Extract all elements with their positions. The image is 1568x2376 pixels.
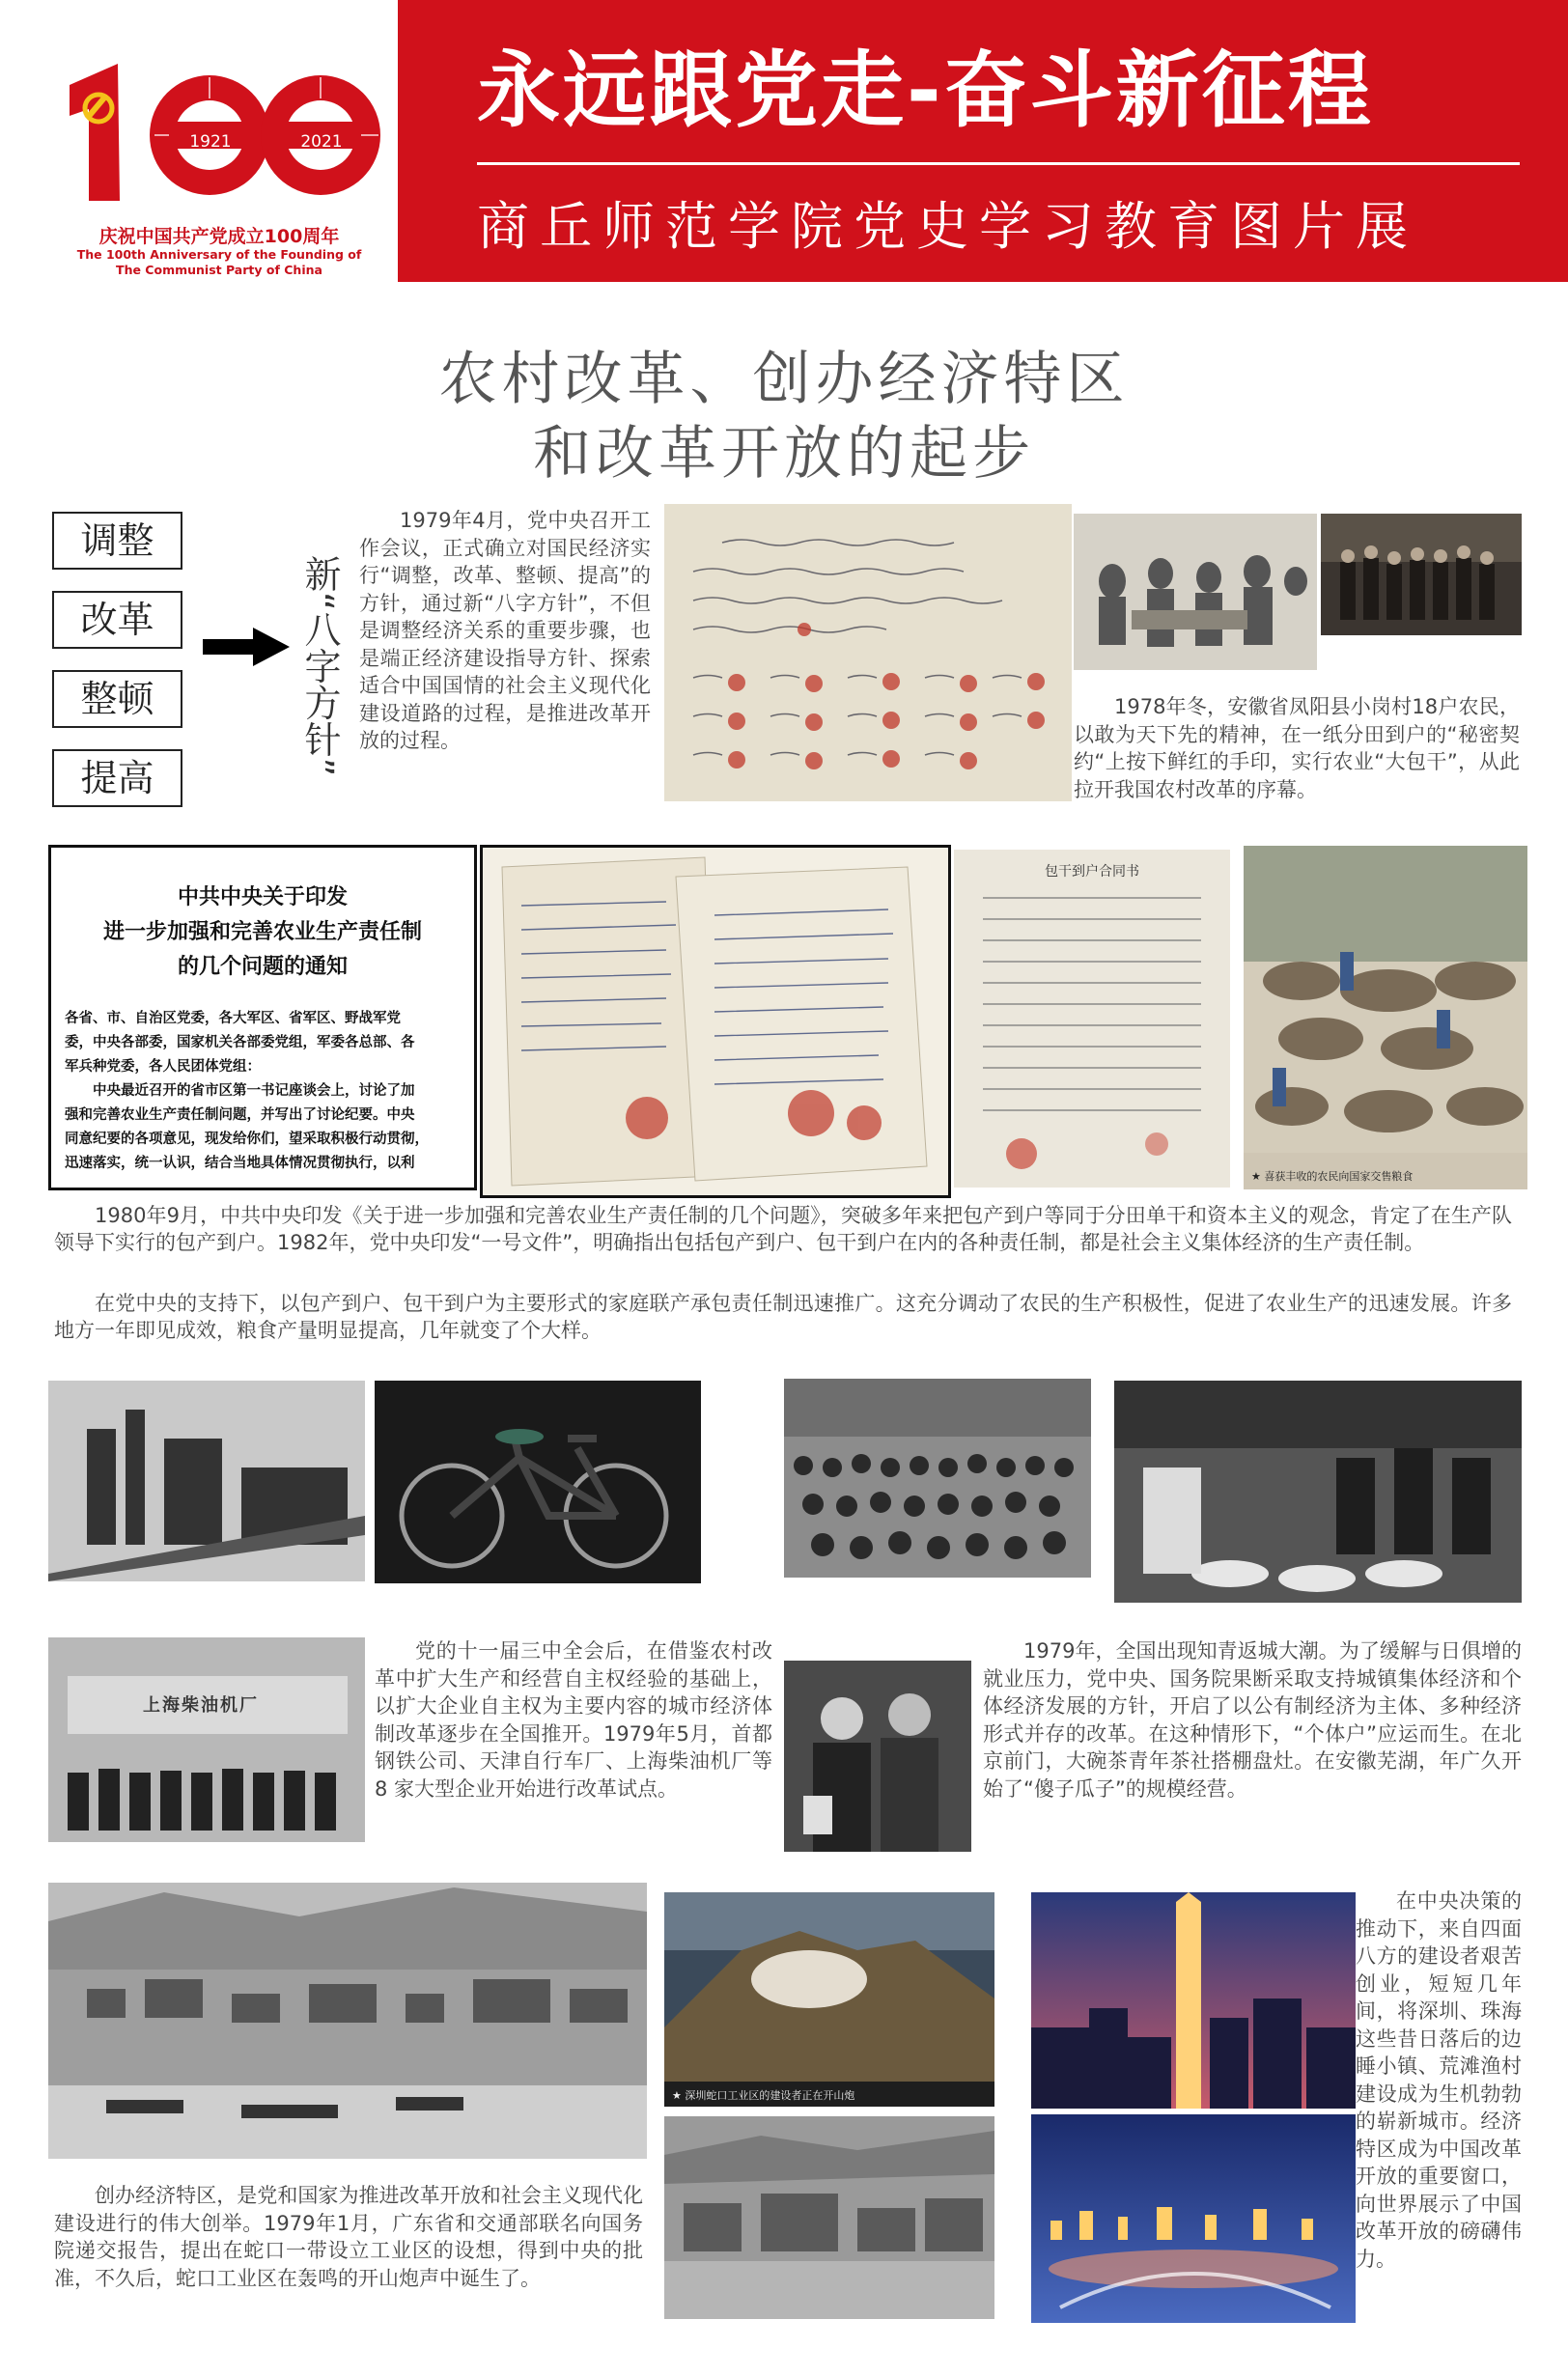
steel-plant-photo (48, 1381, 365, 1581)
keyword-box-rectify: 整顿 (52, 670, 182, 728)
responsibility-text-2: 在党中央的支持下，以包产到户、包干到户为主要形式的家庭联产承包责任制迅速推广。这充分调动了农民的生产积极性，促进了农业生产的迅速发展。许多地方一年即见成效，粮食产量明显提高，几年就变了个大样。 (54, 1292, 1512, 1342)
notice-body-line: 委，中央各部委，国家机关各部委党组，军委各总部、各 (65, 1035, 415, 1050)
logo-caption-en (50, 247, 388, 278)
vertical-label: 新“八字方针” (298, 555, 341, 777)
notice-title-line1: 中共中央关于印发 (177, 885, 348, 909)
eight-char-text: 1979年4月，党中央召开工作会议，正式确立对国民经济实行“调整，改革、整顿、提高”的方针，通过新“八字方针”，不但是调整经济关系的重要步骤，也是端正经济建设指导方针、探索适合中国国情的社会主义现代化建设道路的过程，是推进改革开放的过程。 (359, 509, 651, 752)
central-committee-notice-doc (48, 845, 477, 1190)
melon-seed-vendor-photo (784, 1661, 971, 1852)
centenary-logo (50, 56, 388, 297)
xiaogang-villagers-photo (1321, 514, 1522, 635)
shenzhen-skyline-photo (1031, 1892, 1356, 2109)
section-title-line1: 农村改革、创办经济特区 (438, 346, 1130, 413)
notice-body (65, 1007, 461, 1176)
notice-body-line: 各省、市、自治区党委，各大军区、省军区、野战军党 (65, 1011, 401, 1026)
notice-title-line3: 的几个问题的通知 (177, 955, 348, 979)
grain-caption: ★ 喜获丰收的农民向国家交售粮食 (1251, 1170, 1414, 1183)
notice-body-line: 中央最近召开的省市区第一书记座谈会上，讨论了加 (93, 1083, 415, 1099)
bicycle-photo (375, 1381, 701, 1583)
main-title: 永远跟党走-奋斗新征程 (477, 42, 1374, 139)
contract-book-title: 包干到户合同书 (1045, 864, 1139, 880)
tea-house-photo (1114, 1381, 1522, 1603)
zhuhai-night-photo (1031, 2114, 1356, 2323)
logo-year-end: 2021 (300, 132, 343, 152)
xiaogang-text: 1978年冬，安徽省凤阳县小岗村18户农民，以敢为天下先的精神，在一纸分田到户的“秘密契约“上按下鲜红的手印，实行农业“大包干”，从此拉开我国农村改革的序幕。 (1074, 695, 1520, 801)
header-banner (398, 0, 1568, 282)
responsibility-text-1: 1980年9月，中共中央印发《关于进一步加强和完善农业生产责任制的几个问题》，突破多年来把包产到户等同于分田单干和资本主义的观念，肯定了在生产队领导下实行的包产到户。1982年，党中央印发“一号文件”，明确指出包括包产到户、包干到户在内的各种责任制，都是社会主义集体经济的生产责任制。 (54, 1204, 1512, 1254)
notice-body-line: 迅速落实，统一认识，结合当地具体情况贯彻执行，以利 (65, 1156, 415, 1171)
keyword-box-reform: 改革 (52, 591, 182, 649)
grain-delivery-photo (1244, 846, 1527, 1189)
shekou-blasting-photo (664, 1892, 994, 2107)
educated-youth-crowd-photo (784, 1379, 1091, 1578)
household-contract-book-photo (954, 850, 1230, 1188)
notice-body-line: 军兵种党委，各人民团体党组： (65, 1059, 261, 1075)
shekou-caption: ★ 深圳蛇口工业区的建设者正在开山炮 (672, 2089, 855, 2102)
subtitle: 商丘师范学院党史学习教育图片展 (477, 196, 1418, 257)
logo-caption-en-line1: The 100th Anniversary of the Founding of (76, 247, 362, 262)
sez-text: 创办经济特区，是党和国家为推进改革开放和社会主义现代化建设进行的伟大创举。1979年1月，广东省和交通部联名向国务院递交报告，提出在蛇口一带设立工业区的设想，得到中央的批准，不久后，蛇口工业区在轰鸣的开山炮声中诞生了。 (54, 2184, 643, 2290)
logo-year-start: 1921 (189, 132, 232, 152)
secret-contract-photo (664, 504, 1072, 801)
notice-body-line: 强和完善农业生产责任制问题，并写出了讨论纪要。中央 (65, 1107, 415, 1123)
shenzhen-text: 在中央决策的推动下，来自四面八方的建设者艰苦创业，短短几年间，将深圳、珠海这些昔日落后的边睡小镇、荒滩渔村建设成为生机勃勃的崭新城市。经济特区成为中国改革开放的重要窗口，向世界展示了中国改革开放的磅礴伟力。 (1356, 1889, 1522, 2271)
header-divider (477, 162, 1520, 165)
right-arrow-icon (203, 628, 290, 666)
shekou-town-photo (664, 2116, 994, 2319)
shanghai-diesel-factory-photo (48, 1637, 365, 1842)
keyword-box-improve: 提高 (52, 749, 182, 807)
shekou-harbor-photo (48, 1883, 647, 2159)
notice-body-line: 同意纪要的各项意见，现发给你们，望采取积极行动贯彻， (65, 1132, 429, 1147)
enterprise-reform-text: 党的十一届三中全会后，在借鉴农村改革中扩大生产和经营自主权经验的基础上，以扩大企业自主权为主要内容的城市经济体制改革逐步在全国推开。1979年5月，首都钢铁公司、天津自行车厂、上海柴油机厂等8 家大型企业开始进行改革试点。 (375, 1639, 772, 1801)
youth-return-text: 1979年，全国出现知青返城大潮。为了缓解与日俱增的就业压力，党中央、国务院果断采取支持城镇集体经济和个体经济发展的方针，开启了以公有制经济为主体、多种经济形式并存的改革。在这种情形下，“个体户”应运而生。在北京前门，大碗茶青年茶社搭棚盘灶。在安徽芜湖，年广久开始了“傻子瓜子”的规模经营。 (983, 1639, 1522, 1801)
notice-title-line2: 进一步加强和完善农业生产责任制 (102, 920, 422, 944)
logo-caption-cn: 庆祝中国共产党成立100周年 (98, 226, 340, 247)
village-meeting-sketch-photo (1074, 514, 1317, 670)
logo-caption-en-line2: The Communist Party of China (116, 263, 322, 277)
keyword-box-adjust: 调整 (52, 512, 182, 570)
handwritten-contract-photo (480, 845, 951, 1198)
factory-sign: 上海柴油机厂 (143, 1695, 259, 1716)
section-title-line2: 和改革开放的起步 (533, 420, 1035, 488)
